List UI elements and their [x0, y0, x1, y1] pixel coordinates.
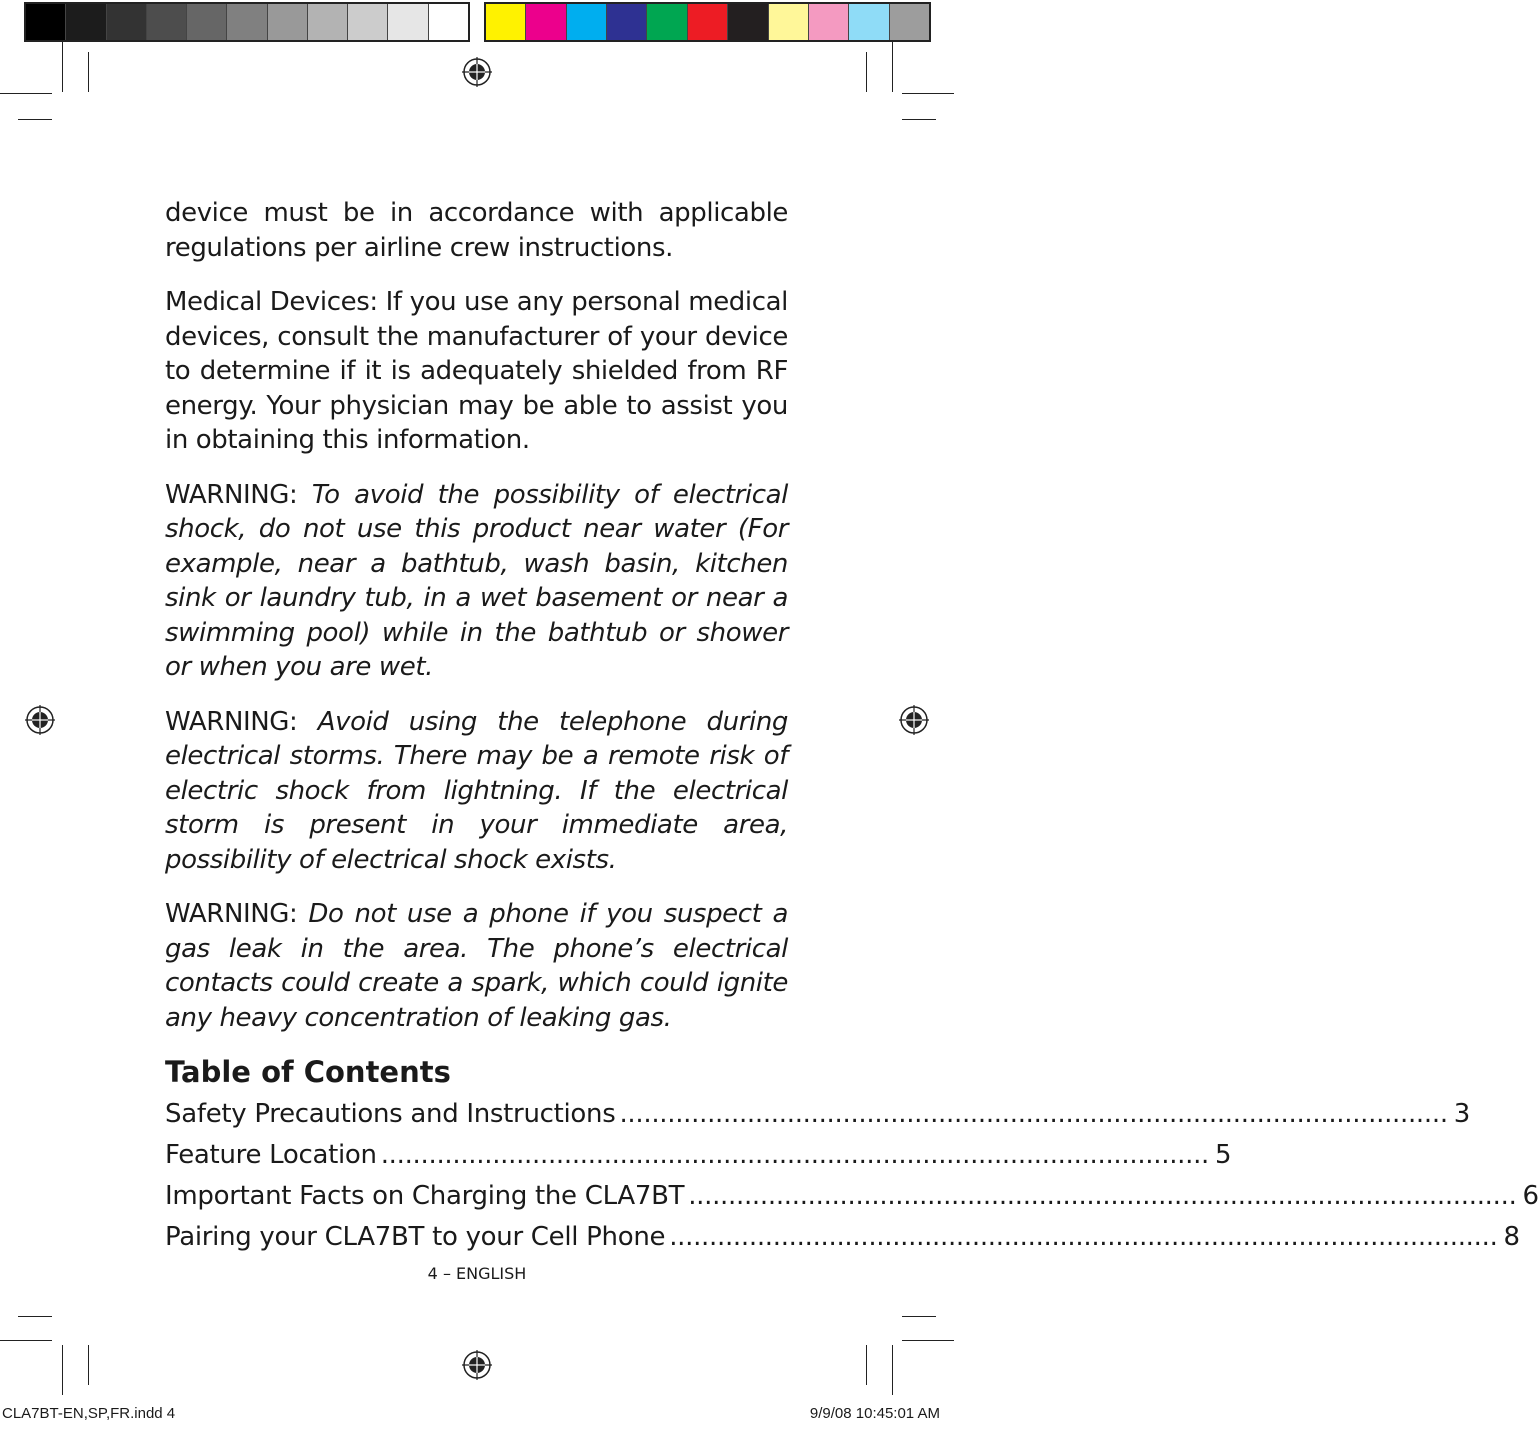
crop-mark [88, 1345, 89, 1385]
process-color-bar [484, 2, 931, 42]
gray-swatch [227, 4, 267, 40]
paragraph-medical-devices: Medical Devices: If you use any personal medical devices, consult the manufacturer of your device to determine if it is adequately shielded from RF energy. Your physician may be able to assist you in obtaining this information. [165, 287, 788, 455]
gray-swatch [66, 4, 106, 40]
toc-item[interactable] [165, 1222, 1520, 1263]
registration-mark-icon [899, 705, 929, 735]
registration-mark-icon [462, 57, 492, 87]
toc-leader-dots: ........................................................................................................ [619, 1099, 1448, 1129]
crop-mark [902, 93, 954, 94]
gray-swatch [187, 4, 227, 40]
gray-swatch [388, 4, 428, 40]
warning-label: WARNING: [165, 479, 312, 510]
toc-leader-dots: ........................................................................................................ [380, 1140, 1210, 1170]
process-swatch [688, 4, 728, 40]
gray-swatch [429, 4, 468, 40]
crop-mark [866, 52, 867, 92]
gray-swatch [26, 4, 66, 40]
process-swatch [567, 4, 607, 40]
warning-water [165, 478, 788, 685]
crop-mark [88, 52, 89, 92]
crop-mark [0, 93, 52, 94]
page-number-footer: 4 – ENGLISH [427, 1264, 527, 1283]
gray-swatch [348, 4, 388, 40]
date-slug: 9/9/08 10:45:01 AM [809, 1405, 940, 1422]
registration-mark-icon [25, 705, 55, 735]
warning-text: To avoid the possibility of electrical shock, do not use this product near water (For example, near a bathtub, wash basin, kitchen sink or laundry tub, in a wet basement or near a swimming pool) while in the bathtub or shower or when you are wet. [165, 479, 788, 682]
process-swatch [809, 4, 849, 40]
crop-mark [866, 1345, 867, 1385]
crop-mark [902, 119, 936, 120]
process-swatch [607, 4, 647, 40]
crop-mark [892, 1345, 893, 1395]
paragraph-airline: device must be in accordance with applicable regulations per airline crew instructions. [165, 198, 788, 263]
warning-label: WARNING: [165, 706, 318, 737]
gray-swatch [308, 4, 348, 40]
warning-label: WARNING: [165, 899, 309, 929]
crop-mark [18, 1316, 52, 1317]
page-content [165, 196, 1539, 1263]
toc-leader-dots: ........................................................................................................ [688, 1181, 1517, 1211]
warning-storms [165, 705, 788, 878]
process-swatch [647, 4, 687, 40]
warning-gas-leak [165, 897, 788, 1035]
file-slug: CLA7BT-EN,SP,FR.indd 4 [2, 1405, 176, 1422]
toc-title: Table of Contents [165, 1055, 451, 1089]
toc-item-page: 6 [1522, 1181, 1539, 1211]
toc-item-page: 3 [1453, 1099, 1471, 1129]
crop-mark [0, 1340, 52, 1341]
crop-mark [18, 119, 52, 120]
crop-mark [892, 42, 893, 92]
crop-mark [62, 1345, 63, 1395]
gray-color-bar [24, 2, 470, 42]
process-swatch [728, 4, 768, 40]
toc-item[interactable] [165, 1181, 1539, 1222]
process-swatch [526, 4, 566, 40]
process-swatch [486, 4, 526, 40]
toc-leader-dots: ........................................................................................................ [669, 1222, 1498, 1252]
toc-item-page: 5 [1215, 1140, 1232, 1170]
toc-item-label: Pairing your CLA7BT to your Cell Phone [165, 1222, 666, 1252]
crop-mark [902, 1316, 936, 1317]
registration-mark-icon [462, 1350, 492, 1380]
toc-item-page: 8 [1503, 1222, 1520, 1252]
gray-swatch [268, 4, 308, 40]
process-swatch [849, 4, 889, 40]
crop-mark [902, 1340, 954, 1341]
toc-list [165, 1099, 1539, 1263]
toc-item[interactable] [165, 1099, 1471, 1140]
process-swatch [890, 4, 929, 40]
toc-item[interactable] [165, 1140, 1232, 1181]
crop-mark [62, 42, 63, 92]
process-swatch [769, 4, 809, 40]
warning-text: Do not use a phone if you suspect a gas leak in the area. The phone’s electrical contacts could create a spark, which could ignite any heavy concentration of leaking gas. [165, 899, 788, 1033]
toc-item-label: Important Facts on Charging the CLA7BT [165, 1181, 685, 1211]
gray-swatch [107, 4, 147, 40]
warning-text: Avoid using the telephone during electrical storms. There may be a remote risk of electric shock from lightning. If the electrical storm is present in your immediate area, possibility of electrical shock exists. [165, 706, 788, 875]
toc-item-label: Safety Precautions and Instructions [165, 1099, 616, 1129]
toc-item-label: Feature Location [165, 1140, 377, 1170]
gray-swatch [147, 4, 187, 40]
